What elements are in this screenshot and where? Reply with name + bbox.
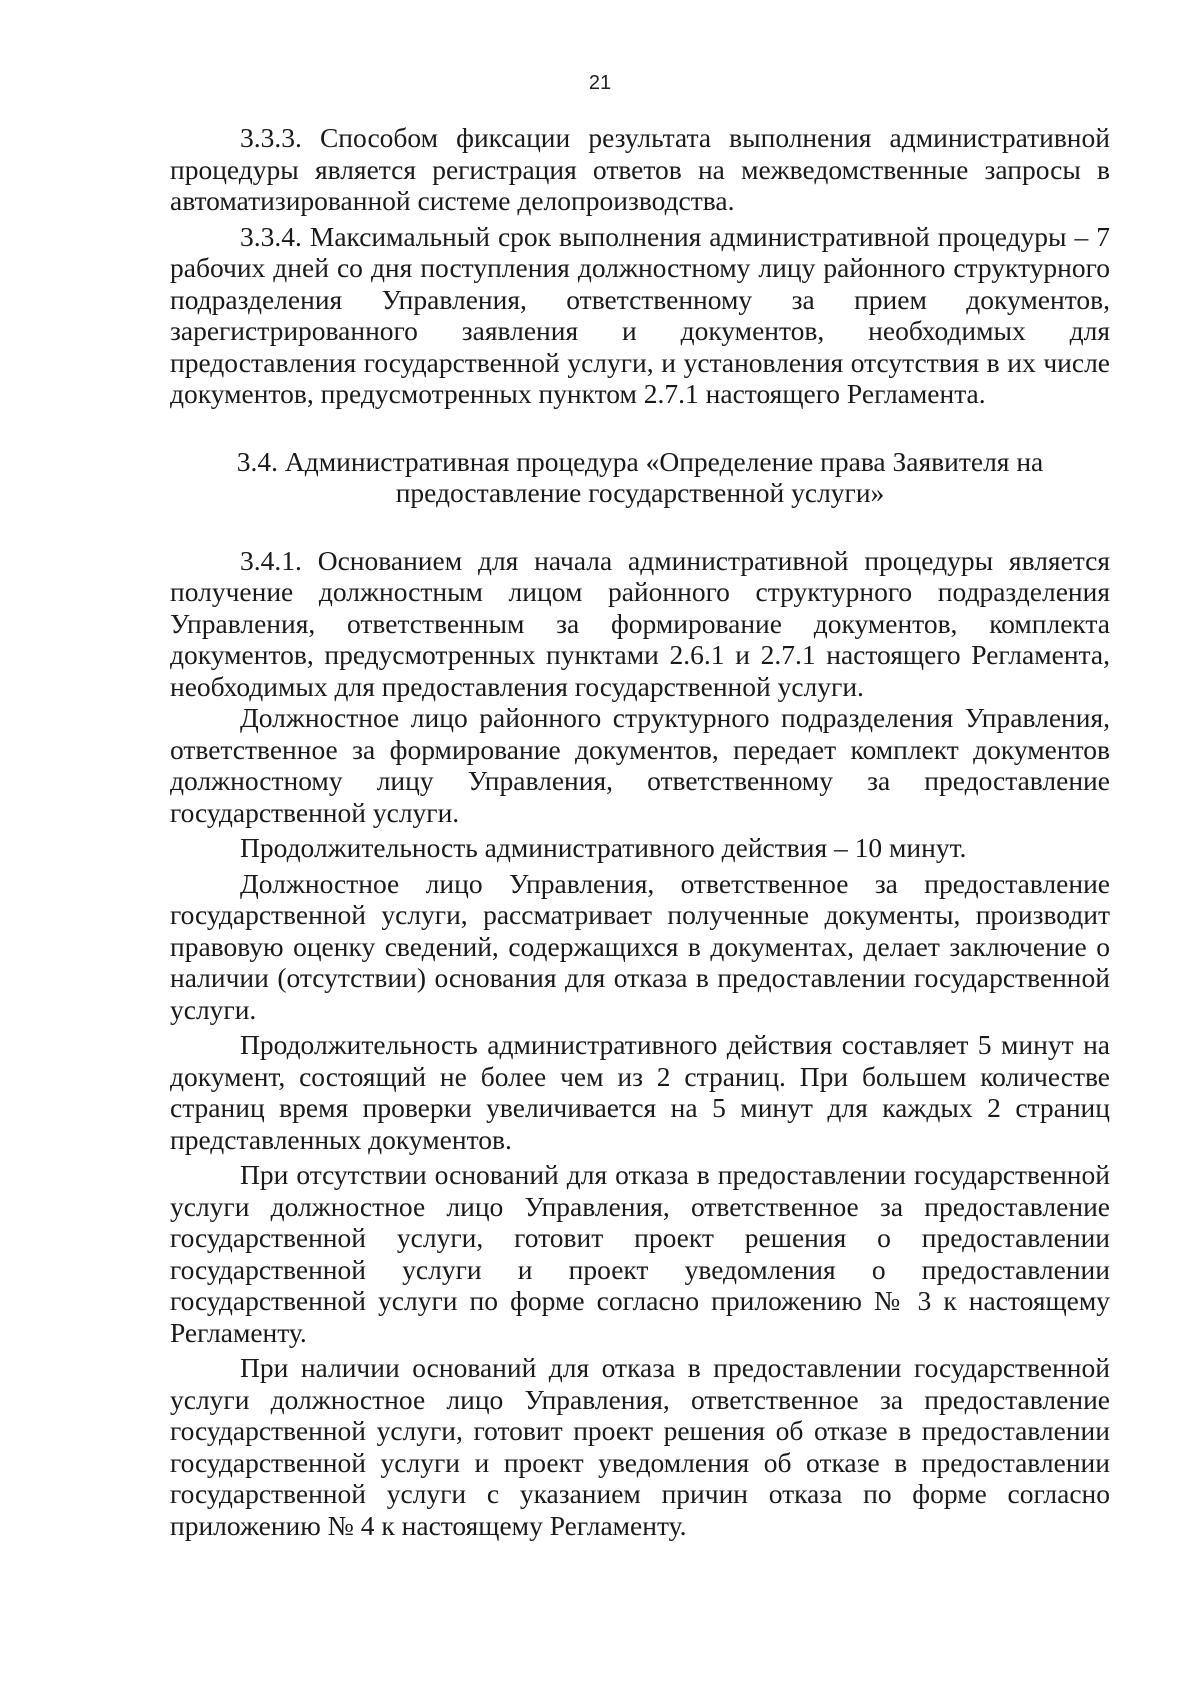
section-heading-3-4: 3.4. Административная процедура «Определение права Заявителя на предоставление государственной услуги» [236,445,1044,508]
paragraph-duration-5-minutes: Продолжительность административного действия составляет 5 минут на документ, состоящий не более чем из 2 страниц. При большем количестве страниц время проверки увеличивается на 5 минут для каждых 2 страниц представленных документов. [170,1029,1110,1155]
paragraph-3-4-1: 3.4.1. Основанием для начала административной процедуры является получение должностным лицом районного структурного подразделения Управления, ответственным за формирование документов, комплекта документов, предусмотренных пунктами 2.6.1 и 2.7.1 настоящего Регламента, необходимых для предоставления государственной услуги. [170,544,1110,702]
paragraph-duration-10-minutes: Продолжительность административного действия – 10 минут. [240,832,967,863]
paragraph-transfer-documents: Должностное лицо районного структурного подразделения Управления, ответственное за формирование документов, передает комплект документов должностному лицу Управления, ответственному за предоставление государственной услуги. [170,702,1110,828]
paragraph-no-grounds-for-refusal: При отсутствии оснований для отказа в предоставлении государственной услуги должностное лицо Управления, ответственное за предоставление государственной услуги, готовит проект решения о предоставлении государственной услуги и проект уведомления о предоставлении государственной услуги по форме согласно приложению № 3 к настоящему Регламенту. [170,1159,1110,1348]
paragraph-grounds-for-refusal: При наличии оснований для отказа в предоставлении государственной услуги должностное лицо Управления, ответственное за предоставление государственной услуги, готовит проект решения об отказе в предоставлении государственной услуги и проект уведомления об отказе в предоставлении государственной услуги с указанием причин отказа по форме согласно приложению № 4 к настоящему Регламенту. [170,1352,1110,1541]
paragraph-review-documents: Должностное лицо Управления, ответственное за предоставление государственной услуги, рассматривает полученные документы, производит правовую оценку сведений, содержащихся в документах, делает заключение о наличии (отсутствии) основания для отказа в предоставлении государственной услуги. [170,867,1110,1025]
paragraph-3-3-3: 3.3.3. Способом фиксации результата выполнения административной процедуры является регистрация ответов на межведомственные запросы в автоматизированной системе делопроизводства. [170,122,1110,216]
paragraph-3-3-4: 3.3.4. Максимальный срок выполнения административной процедуры – 7 рабочих дней со дня поступления должностному лицу районного структурного подразделения Управления, ответственному за прием документов, зарегистрированного заявления и документов, необходимых для предоставления государственной услуги, и установления отсутствия в их числе документов, предусмотренных пунктом 2.7.1 настоящего Регламента. [170,220,1110,409]
page-number: 21 [588,72,612,94]
document-body [170,122,1110,1541]
